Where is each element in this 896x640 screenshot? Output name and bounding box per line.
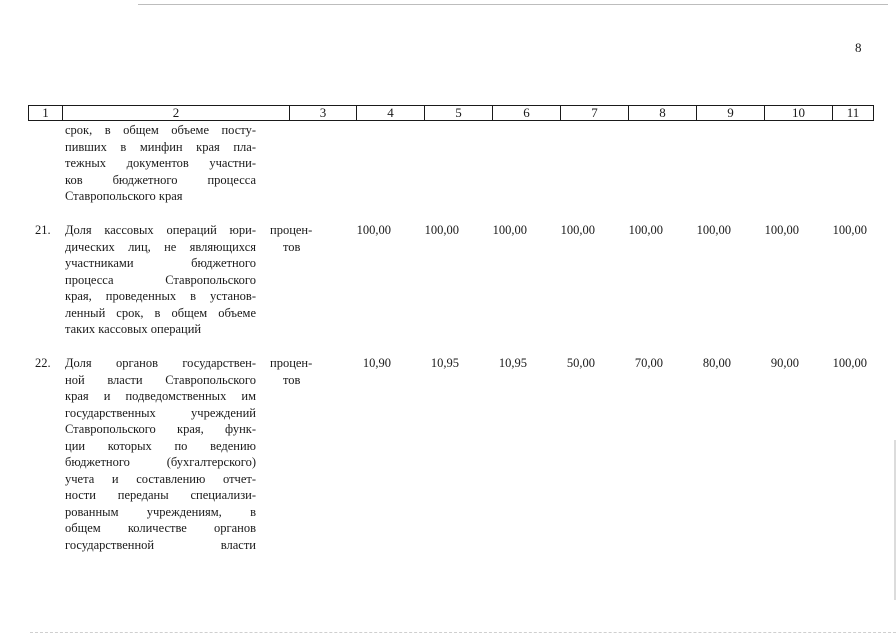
continuation-line: пивших в минфин края пла-	[65, 139, 256, 154]
header-cell-7: 7	[560, 105, 629, 121]
description-line: процесса Ставропольского	[65, 272, 256, 287]
row-22-value-col4: 10,90	[362, 356, 391, 370]
unit-line: процен-	[270, 356, 313, 370]
scan-border-top	[138, 4, 888, 5]
row-22-value-col8: 70,00	[634, 356, 663, 370]
row-22-value-col7: 50,00	[566, 356, 595, 370]
row-21-value-col4: 100,00	[356, 223, 391, 237]
row-21-value-col10: 100,00	[764, 223, 799, 237]
unit-line: процен-	[270, 223, 313, 237]
description-line: ной власти Ставропольского	[65, 372, 256, 387]
row-21-number: 21.	[35, 223, 51, 237]
row-21-unit	[270, 222, 322, 255]
description-line: участниками бюджетного	[65, 256, 256, 270]
continuation-description	[65, 122, 256, 205]
row-22-value-col11: 100,00	[832, 356, 867, 370]
row-22-value-col9: 80,00	[702, 356, 731, 370]
description-line: Ставропольского края, функ-	[65, 422, 256, 436]
row-22-description	[65, 355, 256, 553]
page-number: 8	[855, 40, 862, 55]
header-cell-3: 3	[289, 105, 357, 121]
unit-line: тов	[283, 239, 301, 254]
description-line: ленный срок, в общем объеме	[65, 305, 256, 320]
table-header-row	[28, 105, 874, 121]
header-cell-4: 4	[356, 105, 425, 121]
scan-border-bottom	[30, 632, 896, 633]
row-21-value-col6: 100,00	[492, 223, 527, 237]
continuation-line: тежных документов участни-	[65, 156, 256, 170]
row-21-value-col8: 100,00	[628, 223, 663, 237]
description-line: государственных учреждений	[65, 405, 256, 420]
row-21-description	[65, 222, 256, 338]
header-cell-6: 6	[492, 105, 561, 121]
row-21-value-col11: 100,00	[832, 223, 867, 237]
row-22-value-col5: 10,95	[430, 356, 459, 370]
description-line: учета и составлению отчет-	[65, 471, 256, 486]
row-22-value-col10: 90,00	[770, 356, 799, 370]
header-cell-1: 1	[28, 105, 63, 121]
row-22-value-col6: 10,95	[498, 356, 527, 370]
header-cell-9: 9	[696, 105, 765, 121]
description-line: рованным учреждениям, в	[65, 504, 256, 519]
header-cell-2: 2	[62, 105, 290, 121]
row-22-number: 22.	[35, 356, 51, 370]
row-22-unit	[270, 355, 322, 388]
continuation-line: Ставропольского края	[65, 189, 183, 203]
description-line: дических лиц, не являющихся	[65, 239, 256, 254]
description-line: бюджетного (бухгалтерского)	[65, 455, 256, 469]
header-cell-10: 10	[764, 105, 833, 121]
description-line: края и подведомственных им	[65, 389, 256, 403]
description-line: Доля кассовых операций юри-	[65, 223, 256, 237]
description-line: государственной власти	[65, 537, 256, 552]
header-cell-11: 11	[832, 105, 874, 121]
row-21-value-col7: 100,00	[560, 223, 595, 237]
description-line: ности переданы специализи-	[65, 488, 256, 502]
row-21-value-col9: 100,00	[696, 223, 731, 237]
continuation-line: ков бюджетного процесса	[65, 172, 256, 187]
description-line: края, проведенных в установ-	[65, 289, 256, 303]
row-21-value-col5: 100,00	[424, 223, 459, 237]
description-line: общем количестве органов	[65, 521, 256, 535]
description-line: ции которых по ведению	[65, 438, 256, 453]
description-line: Доля органов государствен-	[65, 356, 256, 370]
continuation-line: срок, в общем объеме посту-	[65, 123, 256, 137]
header-cell-8: 8	[628, 105, 697, 121]
unit-line: тов	[283, 372, 301, 387]
header-cell-5: 5	[424, 105, 493, 121]
description-line: таких кассовых операций	[65, 322, 202, 336]
